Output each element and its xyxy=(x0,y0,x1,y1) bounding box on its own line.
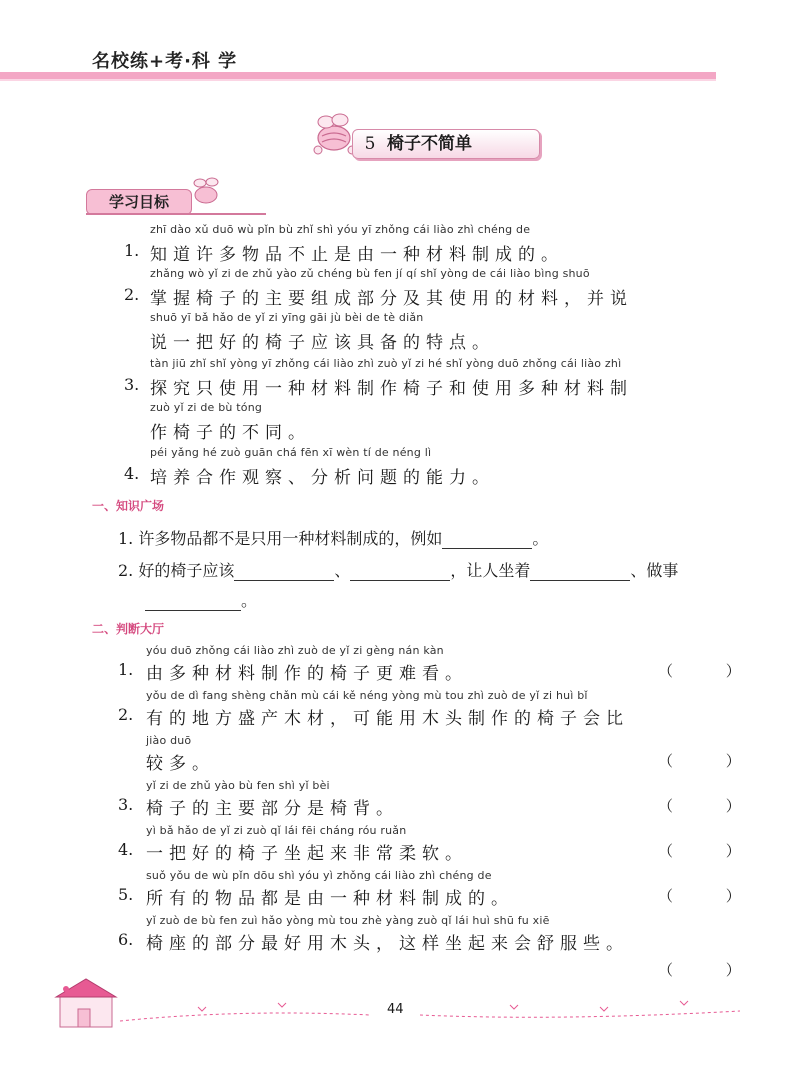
judge-5-pinyin: suǒ yǒu de wù pǐn dōu shì yóu yì zhǒng cái liào zhì chéng de xyxy=(146,869,492,882)
bee-small-icon xyxy=(186,173,226,209)
judge-4-number: 4. xyxy=(118,840,134,859)
header-bar xyxy=(0,72,716,79)
judge-1-pinyin: yóu duō zhǒng cái liào zhì zuò de yǐ zi gèng nán kàn xyxy=(146,644,444,657)
judge-6-text: 椅座的部分最好用木头，这样坐起来会舒服些。 xyxy=(146,934,629,954)
judge-2-answer[interactable]: （ ） xyxy=(658,752,765,770)
objective-4-pinyin: péi yǎng hé zuò guān chá fēn xī wèn tí de néng lì xyxy=(150,446,432,459)
judge-5-answer[interactable]: （ ） xyxy=(658,887,765,905)
part-1-question-2-cont xyxy=(145,588,257,611)
judge-4-answer[interactable]: （ ） xyxy=(658,842,765,860)
objective-4-text: 培养合作观察、分析问题的能力。 xyxy=(150,468,495,488)
lesson-title-box xyxy=(352,129,540,159)
objective-4-number: 4. xyxy=(124,464,140,483)
judge-2-text-2: 较多。 xyxy=(146,754,215,774)
judge-6-answer[interactable]: （ ） xyxy=(658,961,765,979)
q1-blank[interactable] xyxy=(442,532,532,549)
judge-4-text: 一把好的椅子坐起来非常柔软。 xyxy=(146,844,468,864)
judge-3-pinyin: yǐ zi de zhǔ yào bù fen shì yǐ bèi xyxy=(146,779,330,792)
q2-sep-1: 、 xyxy=(334,561,351,580)
part-1-question-1 xyxy=(118,526,548,549)
objective-3-pinyin: tàn jiū zhǐ shǐ yòng yī zhǒng cái liào zhì zuò yǐ zi hé shǐ yòng duō zhǒng cái liào zhì xyxy=(150,357,622,370)
objective-3-pinyin-2: zuò yǐ zi de bù tóng xyxy=(150,401,263,414)
judge-1-number: 1. xyxy=(118,660,134,679)
part-2-heading: 二、判断大厅 xyxy=(92,622,165,636)
q2-blank-1[interactable] xyxy=(234,564,334,581)
objective-2-number: 2. xyxy=(124,285,140,304)
judge-2-pinyin: yǒu de dì fang shèng chǎn mù cái kě néng yòng mù tou zhì zuò de yǐ zi huì bǐ xyxy=(146,689,588,702)
objective-1-text: 知道许多物品不止是由一种材料制成的。 xyxy=(150,245,564,265)
q1-number: 1. xyxy=(118,529,134,548)
objective-2-text: 掌握椅子的主要组成部分及其使用的材料，并说 xyxy=(150,289,633,309)
q2-blank-2[interactable] xyxy=(350,564,450,581)
judge-1-answer[interactable]: （ ） xyxy=(658,662,765,680)
objective-1-number: 1. xyxy=(124,241,140,260)
judge-2-pinyin-2: jiào duō xyxy=(146,734,192,747)
castle-icon xyxy=(56,979,116,1027)
q2-sep-2: ，让人坐着 xyxy=(450,561,531,580)
judge-6-pinyin: yǐ zuò de bù fen zuì hǎo yòng mù tou zhè yàng zuò qǐ lái huì shū fu xiē xyxy=(146,914,550,927)
judge-2-text: 有的地方盛产木材，可能用木头制作的椅子会比 xyxy=(146,709,629,729)
objectives-underline xyxy=(86,213,266,215)
header-bar-shadow xyxy=(0,79,716,81)
lesson-title: 椅子不简单 xyxy=(387,134,472,154)
part-1-heading: 一、知识广场 xyxy=(92,499,165,513)
judge-6-number: 6. xyxy=(118,930,134,949)
judge-4-pinyin: yì bǎ hǎo de yǐ zi zuò qǐ lái fēi cháng róu ruǎn xyxy=(146,824,407,837)
objective-2-pinyin: zhǎng wò yǐ zi de zhǔ yào zǔ chéng bù fen jí qí shǐ yòng de cái liào bìng shuō xyxy=(150,267,590,280)
judge-3-number: 3. xyxy=(118,795,134,814)
q1-end: 。 xyxy=(532,529,549,548)
book-title: 名校练+考·科 学 xyxy=(92,51,238,72)
judge-1-text: 由多种材料制作的椅子更难看。 xyxy=(146,664,468,684)
objective-3-number: 3. xyxy=(124,375,140,394)
q2-end: 。 xyxy=(241,591,258,610)
objective-1-pinyin: zhī dào xǔ duō wù pǐn bù zhǐ shì yóu yī zhǒng cái liào zhì chéng de xyxy=(150,223,531,236)
judge-3-text: 椅子的主要部分是椅背。 xyxy=(146,799,399,819)
objective-3-text: 探究只使用一种材料制作椅子和使用多种材料制 xyxy=(150,379,633,399)
objectives-label: 学习目标 xyxy=(86,189,192,215)
objective-2-pinyin-2: shuō yī bǎ hǎo de yǐ zi yīng gāi jù bèi de tè diǎn xyxy=(150,311,424,324)
objective-3-text-2: 作椅子的不同。 xyxy=(150,423,311,443)
judge-5-text: 所有的物品都是由一种材料制成的。 xyxy=(146,889,514,909)
q2-sep-3: 、做事 xyxy=(630,561,679,580)
judge-5-number: 5. xyxy=(118,885,134,904)
q2-blank-4[interactable] xyxy=(145,594,241,611)
part-1-question-2 xyxy=(118,558,678,581)
objective-2-text-2: 说一把好的椅子应该具备的特点。 xyxy=(150,333,495,353)
q2-text: 好的椅子应该 xyxy=(138,561,235,580)
lesson-number: 5 xyxy=(364,134,376,154)
judge-3-answer[interactable]: （ ） xyxy=(658,797,765,815)
q2-number: 2. xyxy=(118,561,134,580)
q2-blank-3[interactable] xyxy=(530,564,630,581)
page-number: 44 xyxy=(387,1002,404,1017)
q1-text: 许多物品都不是只用一种材料制成的，例如 xyxy=(138,529,443,548)
judge-2-number: 2. xyxy=(118,705,134,724)
